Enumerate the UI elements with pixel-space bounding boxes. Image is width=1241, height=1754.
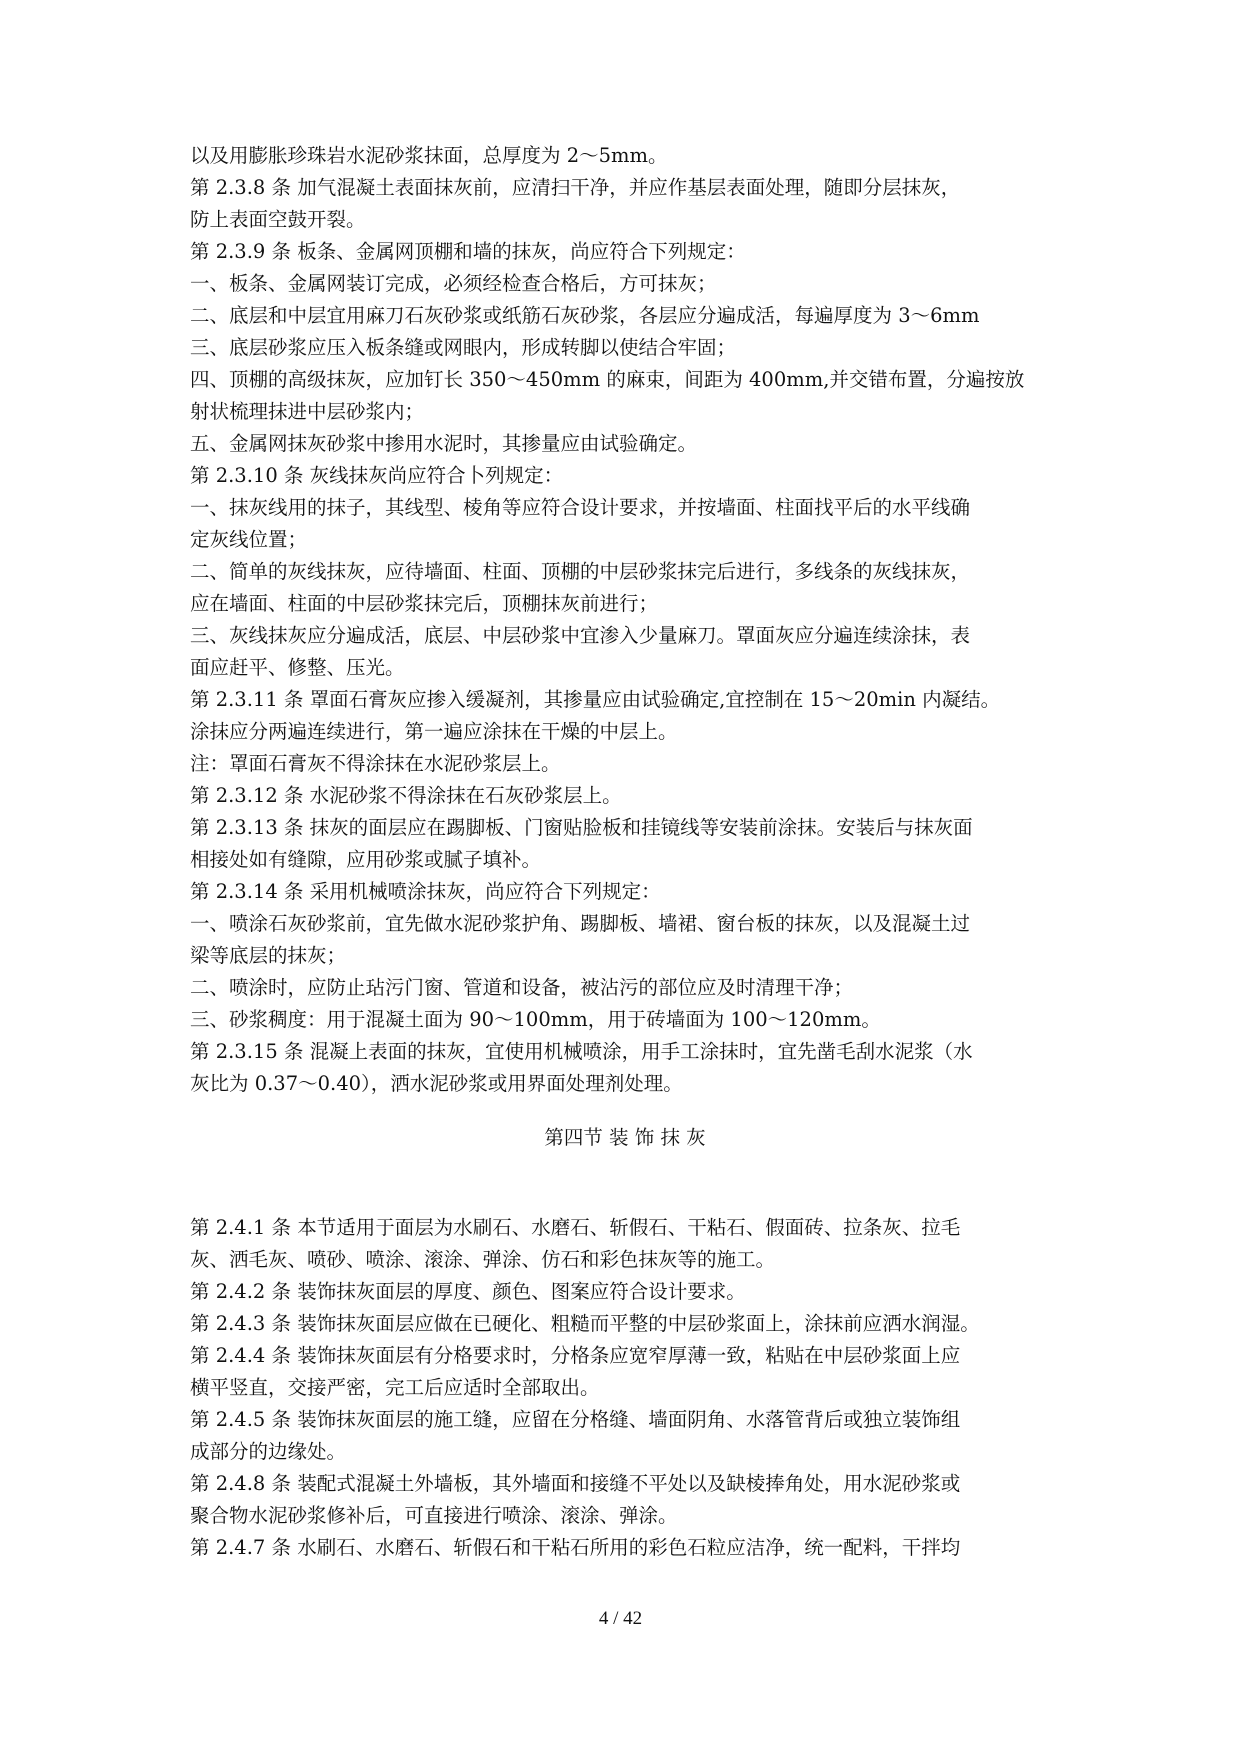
text-line: 第 2.3.15 条 混凝上表面的抹灰，宜使用机械喷涂，用手工涂抹时，宜先凿毛刮水泥浆（水 bbox=[190, 1040, 973, 1063]
text-line: 三、灰线抹灰应分遍成活，底层、中层砂浆中宜渗入少量麻刀。罩面灰应分遍连续涂抹，表 bbox=[190, 624, 971, 647]
text-line: 二、简单的灰线抹灰，应待墙面、柱面、顶棚的中层砂浆抹完后进行，多线条的灰线抹灰， bbox=[190, 560, 971, 583]
text-line: 第 2.3.11 条 罩面石膏灰应掺入缓凝剂，其掺量应由试验确定,宜控制在 15～20min 内凝结。 bbox=[190, 688, 1001, 711]
text-block-lower bbox=[190, 1212, 1060, 1564]
text-line: 五、金属网抹灰砂浆中掺用水泥时，其掺量应由试验确定。 bbox=[190, 432, 698, 455]
text-line: 第 2.3.9 条 板条、金属网顶棚和墙的抹灰，尚应符合下列规定： bbox=[190, 240, 746, 263]
text-line: 以及用膨胀珍珠岩水泥砂浆抹面，总厚度为 2～5mm。 bbox=[190, 144, 668, 167]
text-line: 第 2.4.5 条 装饰抹灰面层的施工缝，应留在分格缝、墙面阴角、水落管背后或独立装饰组 bbox=[190, 1408, 961, 1431]
text-line: 成部分的边缘处。 bbox=[190, 1440, 347, 1463]
text-line: 第 2.3.8 条 加气混凝土表面抹灰前，应清扫干净，并应作基层表面处理，随即分层抹灰， bbox=[190, 176, 961, 199]
text-line: 三、底层砂浆应压入板条缝或网眼内，形成转脚以使结合牢固； bbox=[190, 336, 737, 359]
text-line: 第 2.4.7 条 水刷石、水磨石、斩假石和干粘石所用的彩色石粒应洁净，统一配料，干拌均 bbox=[190, 1536, 961, 1559]
text-line: 定灰线位置； bbox=[190, 528, 308, 551]
text-line: 灰比为 0.37～0.40），洒水泥砂浆或用界面处理剂处理。 bbox=[190, 1072, 683, 1095]
text-line: 第 2.3.12 条 水泥砂浆不得涂抹在石灰砂浆层上。 bbox=[190, 784, 622, 807]
text-line: 三、砂浆稠度：用于混凝土面为 90～100mm，用于砖墙面为 100～120mm。 bbox=[190, 1008, 881, 1031]
text-line: 二、喷涂时，应防止玷污门窗、管道和设备，被沾污的部位应及时清理干净； bbox=[190, 976, 854, 999]
text-line: 聚合物水泥砂浆修补后，可直接进行喷涂、滚涂、弹涂。 bbox=[190, 1504, 678, 1527]
text-line: 灰、洒毛灰、喷砂、喷涂、滚涂、弹涂、仿石和彩色抹灰等的施工。 bbox=[190, 1248, 776, 1271]
text-line: 一、板条、金属网装订完成，必须经检查合格后，方可抹灰； bbox=[190, 272, 717, 295]
text-line: 第 2.4.4 条 装饰抹灰面层有分格要求时，分格条应宽窄厚薄一致，粘贴在中层砂浆面上应 bbox=[190, 1344, 961, 1367]
text-block-upper bbox=[190, 140, 1060, 1100]
text-line: 二、底层和中层宜用麻刀石灰砂浆或纸筋石灰砂浆，各层应分遍成活，每遍厚度为 3～6mm bbox=[190, 304, 980, 327]
text-line: 横平竖直，交接严密，完工后应适时全部取出。 bbox=[190, 1376, 600, 1399]
text-line: 第 2.4.2 条 装饰抹灰面层的厚度、颜色、图案应符合设计要求。 bbox=[190, 1280, 746, 1303]
text-line: 第 2.4.8 条 装配式混凝土外墙板，其外墙面和接缝不平处以及缺棱捧角处，用水泥砂浆或 bbox=[190, 1472, 961, 1495]
text-line: 第 2.3.13 条 抹灰的面层应在踢脚板、门窗贴脸板和挂镜线等安装前涂抹。安装后与抹灰面 bbox=[190, 816, 973, 839]
text-line: 梁等底层的抹灰； bbox=[190, 944, 347, 967]
text-line: 涂抹应分两遍连续进行，第一遍应涂抹在干燥的中层上。 bbox=[190, 720, 678, 743]
text-line: 第 2.4.1 条 本节适用于面层为水刷石、水磨石、斩假石、干粘石、假面砖、拉条灰、拉毛 bbox=[190, 1216, 961, 1239]
text-line: 相接处如有缝隙，应用砂浆或腻子填补。 bbox=[190, 848, 542, 871]
page-content bbox=[190, 140, 1060, 1564]
section-heading: 第四节 装 饰 抹 灰 bbox=[544, 1126, 706, 1149]
text-line: 第 2.4.3 条 装饰抹灰面层应做在已硬化、粗糙而平整的中层砂浆面上，涂抹前应洒水润湿。 bbox=[190, 1312, 980, 1335]
text-line: 注：罩面石膏灰不得涂抹在水泥砂浆层上。 bbox=[190, 752, 561, 775]
page-number: 4 / 42 bbox=[598, 1608, 643, 1629]
text-line: 第 2.3.10 条 灰线抹灰尚应符合卜列规定： bbox=[190, 464, 564, 487]
text-line: 四、顶棚的高级抹灰，应加钉长 350～450mm 的麻束，间距为 400mm,并交错布置，分遍按放 bbox=[190, 368, 1025, 391]
text-line: 面应赶平、修整、压光。 bbox=[190, 656, 405, 679]
text-line: 防上表面空鼓开裂。 bbox=[190, 208, 366, 231]
text-line: 一、抹灰线用的抹子，其线型、棱角等应符合设计要求，并按墙面、柱面找平后的水平线确 bbox=[190, 496, 971, 519]
text-line: 射状梳理抹进中层砂浆内； bbox=[190, 400, 425, 423]
text-line: 第 2.3.14 条 采用机械喷涂抹灰，尚应符合下列规定： bbox=[190, 880, 661, 903]
text-line: 应在墙面、柱面的中层砂浆抹完后，顶棚抹灰前进行； bbox=[190, 592, 659, 615]
text-line: 一、喷涂石灰砂浆前，宜先做水泥砂浆护角、踢脚板、墙裙、窗台板的抹灰，以及混凝土过 bbox=[190, 912, 971, 935]
